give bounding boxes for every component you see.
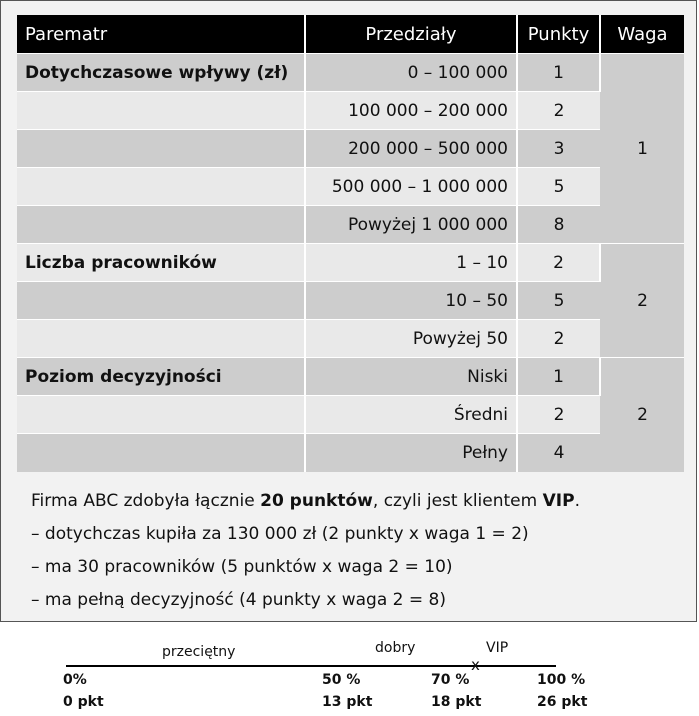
- range-cell: Pełny: [305, 434, 517, 472]
- param-label: Poziom decyzyjności: [17, 358, 305, 396]
- summary-line: [31, 485, 580, 518]
- header-przedzialy: Przedziały: [305, 15, 517, 54]
- points-0: 0 pkt: [63, 694, 104, 710]
- note-line: – dotychczas kupiła za 130 000 zł (2 punkty x waga 1 = 2): [31, 524, 529, 544]
- param-empty: [17, 130, 305, 168]
- points-cell: 1: [517, 54, 600, 92]
- param-empty: [17, 320, 305, 358]
- zone-label-dobry: dobry: [375, 640, 416, 656]
- summary-total: 20 punktów: [260, 491, 373, 511]
- param-empty: [17, 92, 305, 130]
- summary-class: VIP: [542, 491, 575, 511]
- summary-mid: , czyli jest klientem: [372, 491, 543, 511]
- note-line: – ma 30 pracowników (5 punktów x waga 2 = 10): [31, 557, 453, 577]
- range-cell: Powyżej 50: [305, 320, 517, 358]
- summary-pre: Firma ABC zdobyła łącznie: [31, 491, 261, 511]
- points-cell: 2: [517, 92, 600, 130]
- summary-end: .: [574, 491, 580, 511]
- param-label: Liczba pracowników: [17, 244, 305, 282]
- param-empty: [17, 434, 305, 472]
- table-row: [17, 92, 684, 130]
- table-row: [17, 320, 684, 358]
- header-parametr: Parematr: [17, 15, 305, 54]
- param-empty: [17, 282, 305, 320]
- points-cell: 5: [517, 282, 600, 320]
- zone-label-vip: VIP: [486, 640, 509, 656]
- param-empty: [17, 396, 305, 434]
- range-cell: 1 – 10: [305, 244, 517, 282]
- table-row: [17, 244, 684, 282]
- header-punkty: Punkty: [517, 15, 600, 54]
- score-marker: x: [471, 656, 480, 674]
- score-scale: [0, 630, 699, 716]
- points-13: 13 pkt: [322, 694, 373, 710]
- points-cell: 2: [517, 320, 600, 358]
- points-18: 18 pkt: [431, 694, 482, 710]
- percent-50: 50 %: [322, 672, 361, 688]
- points-cell: 1: [517, 358, 600, 396]
- table-row: [17, 282, 684, 320]
- table-row: [17, 168, 684, 206]
- table-row: [17, 434, 684, 472]
- points-cell: 5: [517, 168, 600, 206]
- scoring-table: [17, 15, 684, 472]
- scale-line: [66, 665, 556, 667]
- range-cell: Średni: [305, 396, 517, 434]
- range-cell: 100 000 – 200 000: [305, 92, 517, 130]
- points-cell: 4: [517, 434, 600, 472]
- table-row: [17, 206, 684, 244]
- param-label: Dotychczasowe wpływy (zł): [17, 54, 305, 92]
- range-cell: 200 000 – 500 000: [305, 130, 517, 168]
- range-cell: Niski: [305, 358, 517, 396]
- points-cell: 3: [517, 130, 600, 168]
- points-cell: 8: [517, 206, 600, 244]
- range-cell: 500 000 – 1 000 000: [305, 168, 517, 206]
- table-row: [17, 130, 684, 168]
- points-26: 26 pkt: [537, 694, 588, 710]
- table-row: [17, 396, 684, 434]
- zone-label-przecietny: przeciętny: [162, 644, 236, 660]
- points-cell: 2: [517, 244, 600, 282]
- param-empty: [17, 206, 305, 244]
- header-waga: Waga: [600, 15, 684, 54]
- table-header-row: [17, 15, 684, 54]
- range-cell: 0 – 100 000: [305, 54, 517, 92]
- waga-cell: 2: [600, 244, 684, 358]
- param-empty: [17, 168, 305, 206]
- table-row: [17, 358, 684, 396]
- range-cell: 10 – 50: [305, 282, 517, 320]
- range-cell: Powyżej 1 000 000: [305, 206, 517, 244]
- note-line: – ma pełną decyzyjność (4 punkty x waga 2 = 8): [31, 590, 446, 610]
- calculation-notes: [31, 485, 580, 617]
- table-row: [17, 54, 684, 92]
- percent-100: 100 %: [537, 672, 586, 688]
- points-cell: 2: [517, 396, 600, 434]
- waga-cell: 1: [600, 54, 684, 244]
- percent-0: 0%: [63, 672, 87, 688]
- percent-70: 70 %: [431, 672, 470, 688]
- waga-cell: 2: [600, 358, 684, 472]
